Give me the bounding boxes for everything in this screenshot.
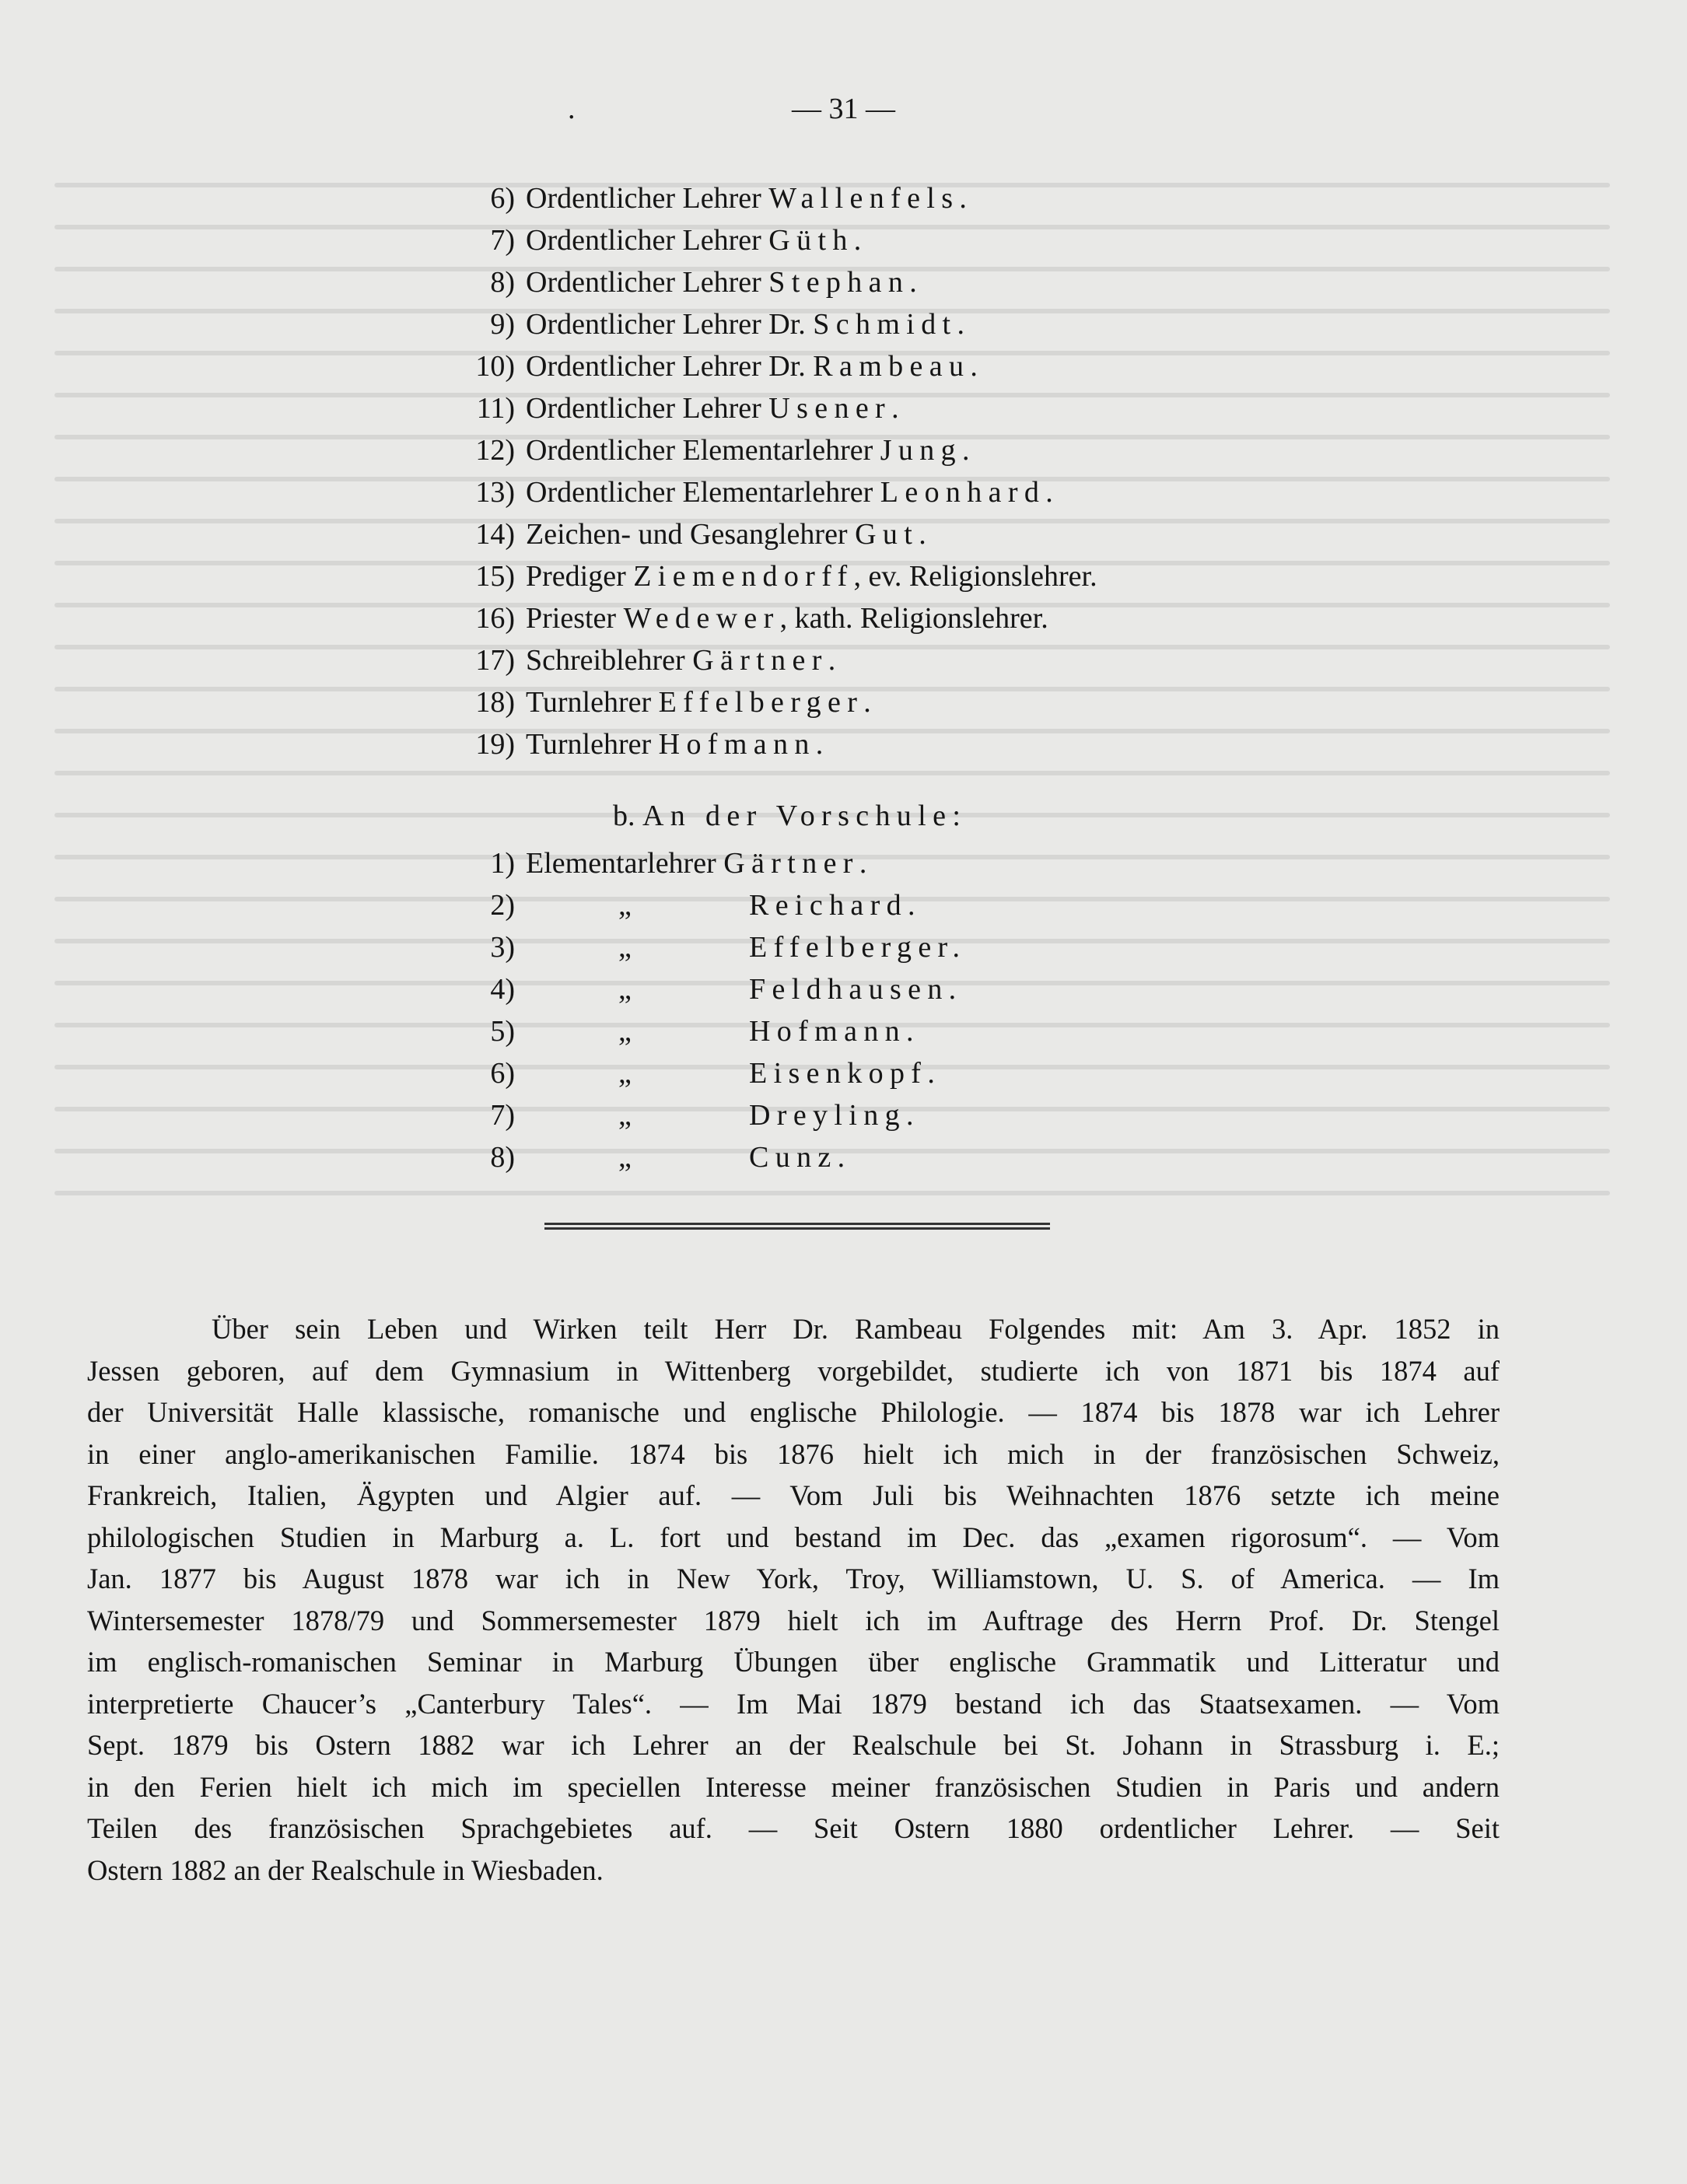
paragraph-line: im englisch-romanischen Seminar in Marburg Übungen über englische Grammatik und Litteratur und bbox=[87, 1646, 1500, 1678]
vorschule-entry bbox=[0, 842, 1687, 884]
entry-tail: . bbox=[970, 350, 978, 383]
entry-role: Turnlehrer bbox=[526, 686, 652, 719]
ditto-mark: „ bbox=[618, 1141, 632, 1174]
entry-number: 16) bbox=[475, 602, 515, 635]
entry-number: 15) bbox=[475, 560, 515, 593]
entry-tail: . bbox=[815, 728, 824, 761]
entry-text bbox=[526, 681, 871, 723]
entry-role: Priester bbox=[526, 602, 617, 635]
paragraph-line: interpretierte Chaucer’s „Canterbury Tales“. — Im Mai 1879 bestand ich das Staatsexamen. — Vom bbox=[87, 1687, 1500, 1720]
vorschule-entry bbox=[0, 884, 1687, 926]
paragraph-line: der Universität Halle klassische, romanische und englische Philologie. — 1874 bis 1878 war ich Lehrer bbox=[87, 1396, 1500, 1428]
entry-number: 19) bbox=[475, 728, 515, 761]
entry-name: Leonhard bbox=[880, 476, 1046, 509]
entry-text bbox=[526, 555, 1097, 597]
page-number bbox=[0, 92, 1687, 126]
entry-number: 14) bbox=[475, 518, 515, 551]
entry-tail: , kath. Religionslehrer. bbox=[779, 602, 1048, 635]
paragraph-line: Wintersemester 1878/79 und Sommersemester 1879 hielt ich im Auftrage des Herrn Prof. Dr. Stengel bbox=[87, 1604, 1500, 1636]
entry-role: Ordentlicher Lehrer Dr. bbox=[526, 308, 806, 341]
entry-text bbox=[526, 345, 978, 387]
entry-number: 18) bbox=[475, 686, 515, 719]
entry-text bbox=[526, 219, 861, 261]
teacher-entry bbox=[0, 303, 1687, 345]
page-number-text: — 31 — bbox=[792, 93, 895, 125]
entry-name: Ziemendorff bbox=[633, 560, 854, 593]
entry-text bbox=[526, 429, 970, 471]
teacher-entry bbox=[0, 429, 1687, 471]
entry-name: Hofmann bbox=[658, 728, 816, 761]
entry-number: 8) bbox=[490, 266, 515, 299]
vorschule-entry bbox=[0, 1136, 1687, 1178]
entry-number: 9) bbox=[490, 308, 515, 341]
entry-name: Güth bbox=[768, 224, 854, 257]
entry-role: Ordentlicher Lehrer Dr. bbox=[526, 350, 806, 383]
vorschule-entry bbox=[0, 968, 1687, 1010]
entry-role: Turnlehrer bbox=[526, 728, 652, 761]
section-divider bbox=[544, 1223, 1050, 1232]
teacher-entry bbox=[0, 513, 1687, 555]
entry-name: Gut bbox=[855, 518, 919, 551]
entry-number: 11) bbox=[476, 392, 515, 425]
entry-number: 13) bbox=[475, 476, 515, 509]
biography-paragraph bbox=[87, 1308, 1500, 1891]
entry-role: Schreiblehrer bbox=[526, 644, 685, 677]
entry-name: Wedewer bbox=[623, 602, 780, 635]
teacher-entry bbox=[0, 639, 1687, 681]
entry-text bbox=[526, 177, 967, 219]
entry-tail: , ev. Religionslehrer. bbox=[853, 560, 1097, 593]
ditto-mark: „ bbox=[618, 973, 632, 1006]
teacher-entry bbox=[0, 177, 1687, 219]
vorschule-entry bbox=[0, 1010, 1687, 1052]
paragraph-line: Frankreich, Italien, Ägypten und Algier auf. — Vom Juli bis Weihnachten 1876 setzte ich meine bbox=[87, 1479, 1500, 1511]
paragraph-line: in den Ferien hielt ich mich im speciellen Interesse meiner französischen Studien in Paris und andern bbox=[87, 1770, 1500, 1803]
entry-tail: . bbox=[1045, 476, 1053, 509]
entry-tail: . bbox=[919, 518, 926, 551]
paragraph-line: Jan. 1877 bis August 1878 war ich in New York, Troy, Williamstown, U. S. of America. — Im bbox=[87, 1563, 1500, 1594]
entry-role: Ordentlicher Lehrer bbox=[526, 266, 761, 299]
ditto-mark: „ bbox=[618, 1057, 632, 1090]
entry-number: 5) bbox=[490, 1015, 515, 1048]
heading-text: An der Vorschule: bbox=[642, 800, 968, 832]
entry-role: Ordentlicher Elementarlehrer bbox=[526, 434, 873, 467]
entry-number: 10) bbox=[475, 350, 515, 383]
entry-tail: . bbox=[962, 434, 970, 467]
paragraph-line: Über sein Leben und Wirken teilt Herr Dr. Rambeau Folgendes mit: Am 3. Apr. 1852 in bbox=[212, 1313, 1500, 1345]
entry-tail: . bbox=[909, 266, 917, 299]
paragraph-line: Teilen des französischen Sprachgebietes auf. — Seit Ostern 1880 ordentlicher Lehrer. — Seit bbox=[87, 1812, 1500, 1844]
vorschule-heading bbox=[613, 795, 967, 837]
teacher-entry bbox=[0, 723, 1687, 765]
entry-text bbox=[526, 261, 917, 303]
paragraph-line: Sept. 1879 bis Ostern 1882 war ich Lehrer an der Realschule bei St. Johann in Strassburg i. E.; bbox=[87, 1729, 1500, 1761]
entry-name: Effelberger. bbox=[749, 931, 967, 964]
teacher-entry bbox=[0, 597, 1687, 639]
entry-tail: . bbox=[957, 308, 964, 341]
entry-tail: . bbox=[853, 224, 862, 257]
entry-text bbox=[526, 597, 1048, 639]
ditto-mark: „ bbox=[618, 889, 632, 922]
paragraph-line: in einer anglo-amerikanischen Familie. 1874 bis 1876 hielt ich mich in der französischen Schweiz, bbox=[87, 1437, 1500, 1470]
entry-role: Elementarlehrer bbox=[526, 847, 716, 880]
entry-name: Eisenkopf. bbox=[749, 1057, 942, 1090]
entry-text bbox=[526, 387, 899, 429]
entry-name: Gärtner bbox=[723, 847, 859, 880]
paragraph-line: Ostern 1882 an der Realschule in Wiesbaden. bbox=[87, 1853, 604, 1886]
entry-number: 7) bbox=[490, 1099, 515, 1132]
entry-number: 8) bbox=[490, 1141, 515, 1174]
teacher-entry bbox=[0, 471, 1687, 513]
page-mark: . bbox=[568, 93, 576, 125]
entry-number: 2) bbox=[490, 889, 515, 922]
entry-tail: . bbox=[863, 686, 871, 719]
vorschule-entry bbox=[0, 926, 1687, 968]
entry-text bbox=[526, 471, 1053, 513]
entry-name: Feldhausen. bbox=[749, 973, 963, 1006]
entry-tail: . bbox=[859, 847, 867, 880]
paragraph-line: Jessen geboren, auf dem Gymnasium in Wittenberg vorgebildet, studierte ich von 1871 bis 1874 auf bbox=[87, 1354, 1500, 1387]
entry-number: 17) bbox=[475, 644, 515, 677]
entry-name: Reichard. bbox=[749, 889, 922, 922]
entry-name: Rambeau bbox=[813, 350, 971, 383]
entry-role: Prediger bbox=[526, 560, 626, 593]
entry-name: Schmidt bbox=[813, 308, 957, 341]
entry-text bbox=[526, 513, 926, 555]
entry-tail: . bbox=[959, 182, 967, 215]
entry-tail: . bbox=[828, 644, 836, 677]
entry-text bbox=[526, 303, 964, 345]
teacher-entry bbox=[0, 219, 1687, 261]
entry-text bbox=[526, 639, 835, 681]
entry-name: Jung bbox=[880, 434, 962, 467]
entry-name: Effelberger bbox=[658, 686, 864, 719]
teacher-entry bbox=[0, 555, 1687, 597]
vorschule-entry bbox=[0, 1052, 1687, 1094]
teacher-entry bbox=[0, 345, 1687, 387]
entry-name: Stephan bbox=[768, 266, 910, 299]
entry-name: Usener bbox=[768, 392, 892, 425]
vorschule-entry bbox=[0, 1094, 1687, 1136]
teacher-entry bbox=[0, 261, 1687, 303]
ditto-mark: „ bbox=[618, 1015, 632, 1048]
entry-role: Ordentlicher Lehrer bbox=[526, 392, 761, 425]
entry-name: Cunz. bbox=[749, 1141, 852, 1174]
entry-text bbox=[526, 723, 823, 765]
teacher-entry bbox=[0, 681, 1687, 723]
teacher-entry bbox=[0, 387, 1687, 429]
ditto-mark: „ bbox=[618, 931, 632, 964]
entry-number: 4) bbox=[490, 973, 515, 1006]
heading-prefix: b. bbox=[613, 800, 635, 832]
entry-number: 12) bbox=[475, 434, 515, 467]
entry-number: 6) bbox=[490, 1057, 515, 1090]
entry-tail: . bbox=[891, 392, 899, 425]
entry-role: Ordentlicher Elementarlehrer bbox=[526, 476, 873, 509]
entry-name: Wallenfels bbox=[768, 182, 960, 215]
entry-name: Hofmann. bbox=[749, 1015, 920, 1048]
entry-name: Dreyling. bbox=[749, 1099, 920, 1132]
entry-number: 3) bbox=[490, 931, 515, 964]
entry-name: Gärtner bbox=[692, 644, 828, 677]
entry-role: Ordentlicher Lehrer bbox=[526, 224, 761, 257]
entry-number: 7) bbox=[490, 224, 515, 257]
paragraph-line: philologischen Studien in Marburg a. L. fort und bestand im Dec. das „examen rigorosum“. — Vom bbox=[87, 1521, 1500, 1553]
ditto-mark: „ bbox=[618, 1099, 632, 1132]
entry-role: Ordentlicher Lehrer bbox=[526, 182, 761, 215]
entry-number: 1) bbox=[490, 847, 515, 880]
entry-role: Zeichen- und Gesanglehrer bbox=[526, 518, 848, 551]
entry-text bbox=[526, 842, 866, 884]
entry-number: 6) bbox=[490, 182, 515, 215]
